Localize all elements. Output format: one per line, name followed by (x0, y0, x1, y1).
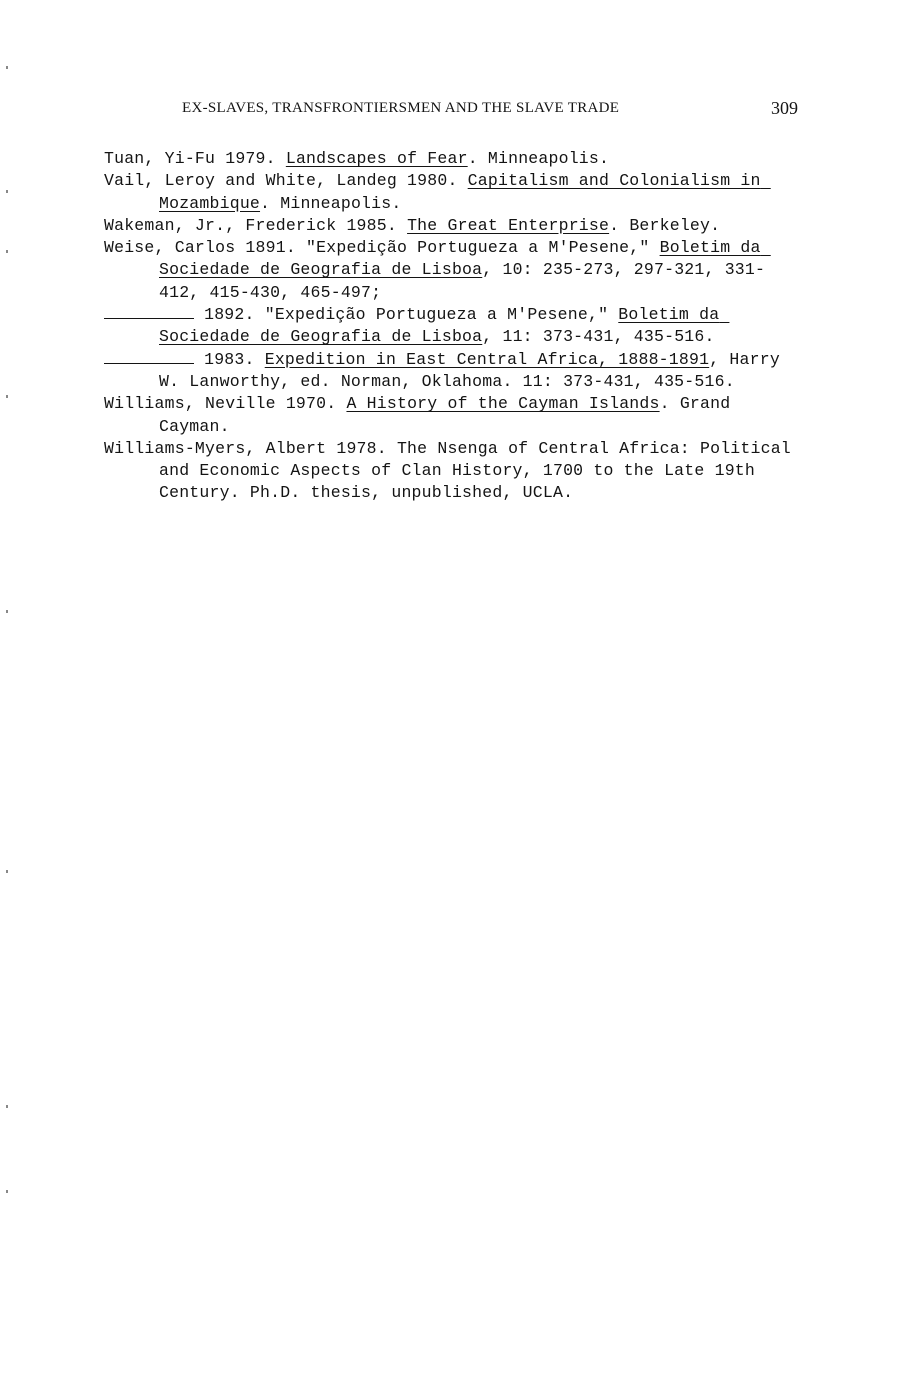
bib-entry-weise-1891 (104, 237, 804, 304)
bib-entry-weise-1983 (104, 349, 804, 394)
bib-entry-wakeman (104, 215, 804, 237)
entry-details: . Grand Cayman. (159, 394, 741, 436)
bib-entry-weise-1892 (104, 304, 804, 349)
margin-speck (6, 1105, 8, 1108)
entry-author: Tuan, Yi-Fu 1979. (104, 149, 286, 168)
entry-title: A History of the Cayman Islands (346, 394, 660, 414)
entry-details: . Minneapolis. (260, 193, 402, 213)
entry-title: The Great Enterprise (407, 215, 610, 235)
entry-title: Boletim da Sociedade de Geografia de Lisboa (159, 305, 730, 347)
bib-entry-williams-myers (104, 438, 804, 505)
entry-details: , 10: 235-273, 297-321, 331-412, 415-430, 465-497; (159, 260, 766, 302)
entry-title: Capitalism and Colonialism in Mozambique (159, 171, 771, 213)
entry-author: Vail, Leroy and White, Landeg 1980. (104, 171, 468, 191)
entry-text: Williams-Myers, Albert 1978. The Nsenga of Central Africa: Political and Economic Aspects of Clan History, 1700 to the Late 19th Century. Ph.D. thesis, unpublished, UCLA. (104, 438, 802, 503)
bib-entry-tuan (104, 148, 804, 170)
entry-title: Boletim da Sociedade de Geografia de Lisboa (159, 238, 771, 280)
entry-title: Landscapes of Fear (285, 149, 468, 168)
page-header (182, 100, 798, 124)
entry-author: Wakeman, Jr., Frederick 1985. (104, 215, 408, 235)
bib-entry-vail (104, 170, 804, 215)
running-title: EX-SLAVES, TRANSFRONTIERSMEN AND THE SLAVE TRADE (182, 100, 620, 116)
bibliography-list (104, 148, 804, 505)
margin-speck (6, 66, 8, 69)
entry-details: , Harry W. Lanworthy, ed. Norman, Oklahoma. 11: 373-431, 435-516. (159, 349, 791, 391)
page-number: 309 (771, 98, 798, 118)
ditto-rule (104, 304, 194, 319)
ditto-rule (104, 349, 194, 364)
entry-details: , 11: 373-431, 435-516. (482, 327, 715, 347)
bib-entry-williams (104, 393, 804, 438)
margin-speck (6, 1190, 8, 1193)
margin-speck (6, 250, 8, 253)
margin-speck (6, 610, 8, 613)
entry-details: . Berkeley. (609, 215, 721, 235)
entry-details: . Minneapolis. (467, 149, 610, 168)
entry-year: 1983. (194, 349, 265, 369)
entry-title: Expedition in East Central Africa, 1888-1891 (264, 349, 710, 369)
entry-author: Weise, Carlos 1891. "Expedição Portugueza a M'Pesene," (104, 238, 660, 258)
margin-speck (6, 190, 8, 193)
margin-speck (6, 870, 8, 873)
margin-speck (6, 395, 8, 398)
entry-author: Williams, Neville 1970. (104, 394, 347, 414)
entry-year: 1892. "Expedição Portugueza a M'Pesene," (194, 305, 619, 325)
